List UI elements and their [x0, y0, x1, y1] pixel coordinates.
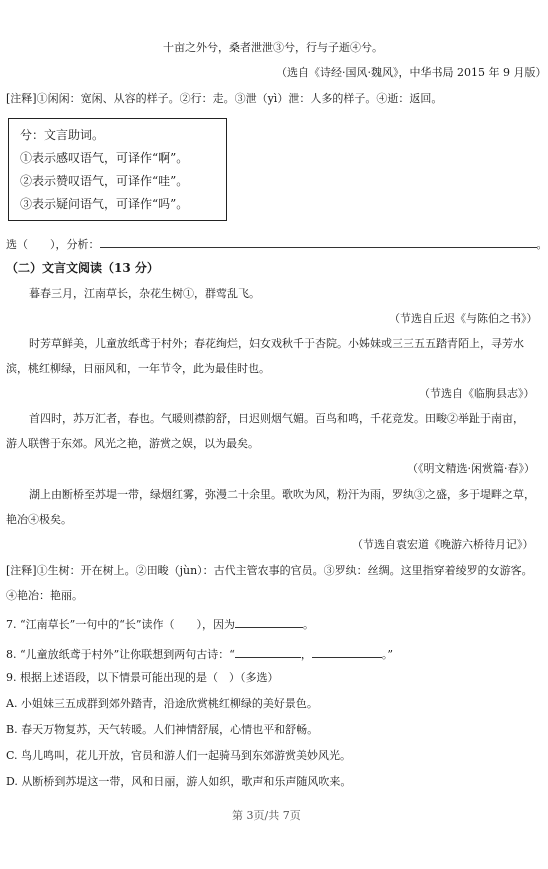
question-8-blank-2[interactable] — [312, 646, 382, 658]
option-d[interactable]: D. 从断桥到苏堤这一带，风和日丽，游人如织，歌声和乐声随风吹来。 — [6, 775, 352, 788]
passage-notes: [注释]①生树：开在树上。②田畯（jùn）：古代主管农事的官员。③罗纨：丝绸。这里指穿着绫罗的女游客。 — [6, 564, 533, 577]
select-analysis-line — [6, 236, 548, 252]
passage-source: （节选自《临朐县志》） — [419, 387, 535, 400]
box-item: ②表示赞叹语气，可译作“哇”。 — [20, 174, 189, 188]
option-b[interactable]: B. 春天万物复苏，天气转暖。人们神情舒展，心情也平和舒畅。 — [6, 723, 319, 736]
question-8-end: 。” — [381, 648, 393, 661]
poem-line: 十亩之外兮，桑者泄泄③兮，行与子逝④兮。 — [163, 41, 383, 54]
analysis-blank[interactable] — [100, 236, 537, 248]
passage-line: 滨，桃红柳绿，日丽风和，一年节令，此为最佳时也。 — [6, 362, 270, 375]
passage-source: （节选自丘迟《与陈伯之书》） — [389, 312, 538, 325]
poem-notes: [注释]①闲闲：宽闲、从容的样子。②行：走。③泄（yì）泄：人多的样子。④逝：返回。 — [6, 92, 443, 105]
passage-line: 暮春三月，江南草长，杂花生树①，群莺乱飞。 — [29, 287, 260, 300]
page-number: 第 3页/共 7页 — [232, 809, 301, 822]
question-8-blank-1[interactable] — [235, 646, 301, 658]
box-title: 兮：文言助词。 — [20, 128, 105, 142]
passage-line: 游人联辔于东郊。风光之艳，游赏之娱，以为最矣。 — [6, 437, 259, 450]
passage-line: 时芳草鲜美，儿童放纸鸢于村外；春花绚烂，妇女戏秋千于杏院。小姊妹或三三五五踏青陌上，寻芳水 — [29, 337, 524, 350]
question-9: 9. 根据上述语段，以下情景可能出现的是（ ）（多选） — [6, 671, 279, 684]
particle-explanation-box — [8, 118, 227, 221]
question-8-text: 8. “儿童放纸鸢于村外”让你联想到两句古诗：“ — [6, 648, 235, 661]
question-7-blank[interactable] — [235, 616, 303, 628]
passage-line: 艳冶④极矣。 — [6, 513, 72, 526]
question-7-end: 。 — [303, 618, 314, 631]
select-prompt: 选（ ），分析： — [6, 238, 100, 251]
question-8 — [6, 646, 393, 662]
poem-source: （选自《诗经·国风·魏风》，中华书局 2015 年 9 月版） — [276, 66, 547, 79]
box-item: ③表示疑问语气，可译作“吗”。 — [20, 197, 189, 211]
option-a[interactable]: A. 小姐妹三五成群到郊外踏青，沿途欣赏桃红柳绿的美好景色。 — [6, 697, 318, 710]
question-7 — [6, 616, 314, 632]
passage-notes: ④艳冶：艳丽。 — [6, 589, 83, 602]
question-7-text: 7. “江南草长”一句中的“长”读作（ ），因为 — [6, 618, 235, 631]
select-end: 。 — [536, 238, 548, 251]
option-c[interactable]: C. 鸟儿鸣叫，花儿开放，官员和游人们一起骑马到东郊游赏美妙风光。 — [6, 749, 352, 762]
passage-line: 湖上由断桥至苏堤一带，绿烟红雾，弥漫二十余里。歌吹为风，粉汗为雨，罗纨③之盛，多于堤畔之草， — [29, 488, 535, 501]
box-item: ①表示感叹语气，可译作“啊”。 — [20, 151, 189, 165]
passage-source: （《明文精选·闲赏篇·春》） — [407, 462, 535, 475]
question-8-separator: ， — [300, 648, 312, 661]
section-title: （二）文言文阅读（13 分） — [6, 261, 159, 275]
passage-source: （节选自袁宏道《晚游六桥待月记》） — [352, 538, 534, 551]
passage-line: 首四时，苏万汇者，春也。气暖则襟韵舒，日迟则烟气媚。百鸟和鸣，千花竞发。田畯②举趾于南亩， — [29, 412, 524, 425]
